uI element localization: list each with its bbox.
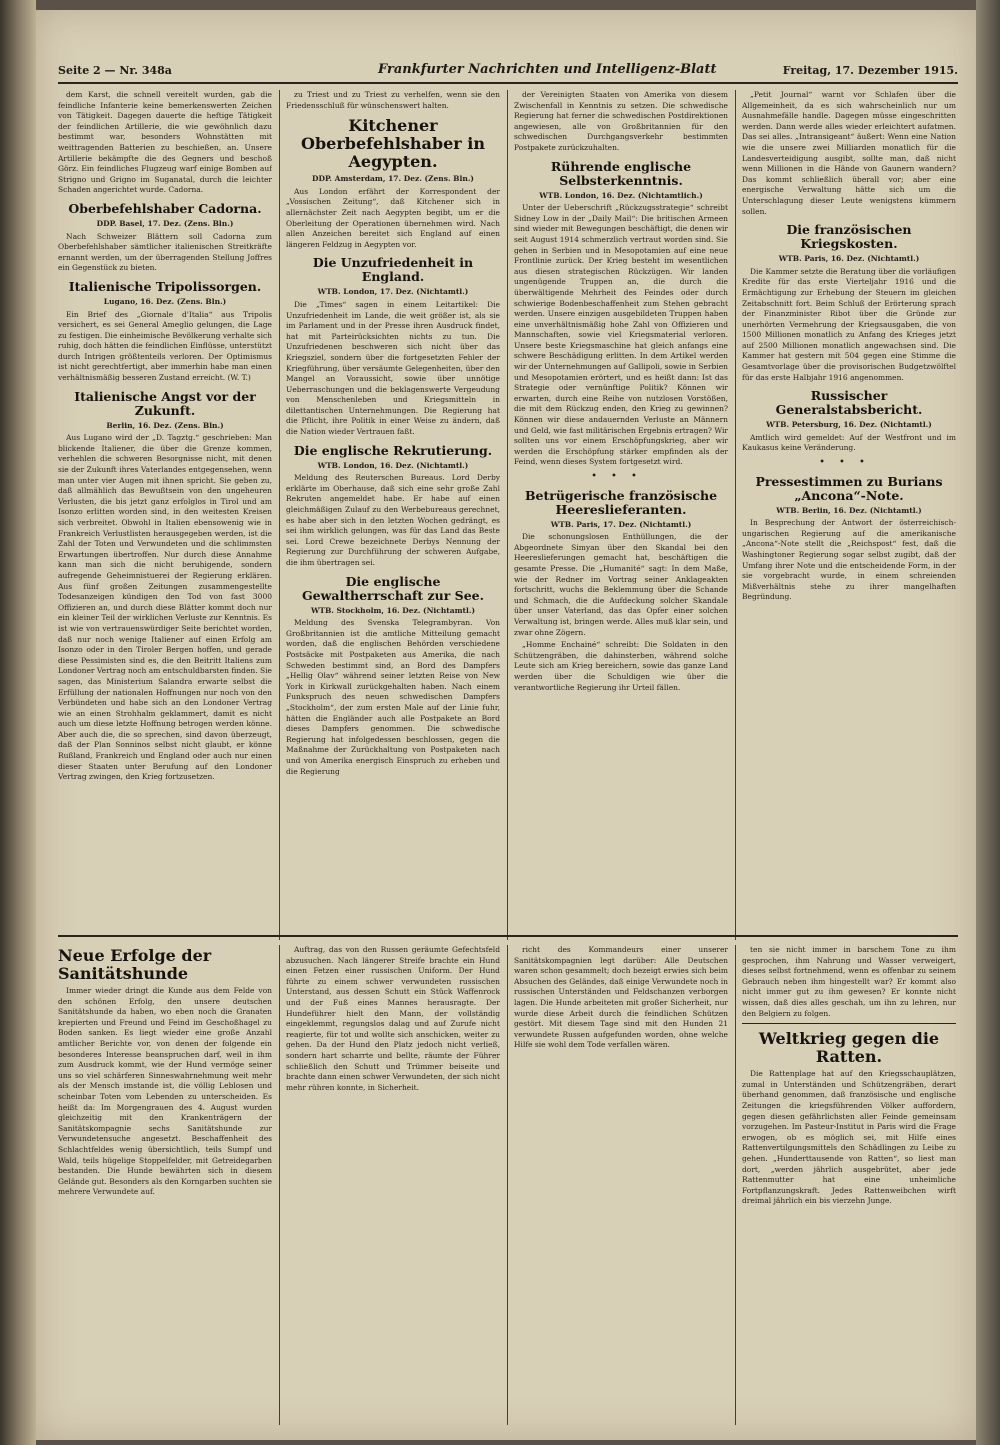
col3-article2-title: Betrügerische französische Heereslieferanten. [524, 487, 718, 517]
masthead [58, 60, 958, 84]
col2-article4-title: Die englische Gewaltherrschaft zur See. [302, 573, 484, 603]
feature-title: Neue Erfolge der Sanitätshunde [58, 946, 212, 983]
section-divider [58, 935, 958, 937]
lower-column-3 [514, 945, 728, 1425]
col2-article1-dateline: DDP. Amsterdam, 17. Dez. (Zens. Bln.) [312, 174, 474, 184]
lower-col4-body-b: Die Rattenplage hat auf den Kriegsschauplätzen, zumal in Unterständen und Schützengräben, derart überhand genommen, daß französische und englische Zeitungen die kriegsführenden Völker auffordern, gegen diesen gefährlichsten aller Feinde gemeinsam vorzugehen. Im Pasteur-Institut in Paris wird die Frage erwogen, ob es möglich sei, mit Hilfe eines Rattenvertilgungsmittels den Schädlingen zu Leibe zu gehen. „Hunderttausende von Ratten“, so liest man dort, „werden jährlich ausgebrütet, aber jede Rattenmutter hat eine unheimliche Fortpflanzungskraft. Jedes Rattenweibchen wirft dreimal jährlich ein bis vierzehn Junge. [742, 1069, 956, 1206]
section-separator: ••• [819, 457, 879, 469]
col3-article2-dateline: WTB. Paris, 17. Dez. (Nichtamtl.) [550, 519, 692, 529]
col1-article3-dateline: Berlin, 16. Dez. (Zens. Bln.) [106, 420, 224, 430]
column-3 [514, 90, 728, 940]
col1-article1-body: Nach Schweizer Blättern soll Cadorna zum Oberbefehlshaber sämtlicher italienischen Streitkräfte ernannt werden, um der überragenden Stellung Joffres ein Gegenstück zu bieten. [58, 231, 272, 273]
col4-article2-body: Amtlich wird gemeldet: Auf der Westfront und im Kaukasus keine Veränderung. [742, 432, 956, 453]
col2-article1-title: Kitchener Oberbefehlshaber in Aegypten. [301, 116, 485, 172]
col3-intro: der Vereinigten Staaten von Amerika von diesem Zwischenfall in Kenntnis zu setzen. Die schwedische Regierung hat ferner die schwedischen Postdirektionen angewiesen, alle von Großbritannien für den schwedischen Durchgangsverkehr bestimmten Postpakete zurückzuhalten. [514, 90, 728, 152]
col3-article2-body: Die schonungslosen Enthüllungen, die der Abgeordnete Simyan über den Skandal bei den Heereslieferungen gemacht hat, beschäftigen die gesamte Presse. Die „Humanité“ sagt: In dem Maße, wie der Redner im Vortrag seiner Anklageakten fortschritt, wuchs die Beklemmung über die Schande und Schmach, die die Aufdeckung solcher Skandale über unser Vaterland, das das Opfer einer solchen Verwaltung ist, bringen werde. Alles muß klar sein, und zwar ohne Zögern. [514, 532, 728, 637]
lower-col3-body: richt des Kommandeurs einer unserer Sanitätskompagnien legt darüber: Alle Deutschen waren schon gesammelt; doch bezeigt erwies sich beim Absuchen des Geländes, daß einige Verwundete noch in russischen Unterständen und Feldschanzen verborgen lagen. Die Hunde arbeiteten mit großer Sicherheit, nur wurde diese Arbeit durch die feindlichen Schützen gestört. Mit diesem Tage sind mit den Hunden 21 verwundete Russen aufgefunden worden, ohne welche Hilfe sie wohl dem Tode verfallen wären. [514, 945, 728, 1050]
col4-intro: „Petit Journal“ warnt vor Schlafen über die Allgemeinheit, da es sich wahrscheinlich nur um Ausnahmefälle handle. Dagegen müsse eingeschritten werden. Dann werde alles wieder erleichtert aufatmen. Das sei alles. „Intransigeant“ äußert: Wenn eine Nation wie die unsere zwei Milliarden monatlich für die Landesverteidigung ausgibt, sollte man, daß nicht wenn Millionen in die Hände von Gaunern wandern? Das kommt schließlich überall vor; aber eine energische Verwaltung hätte sich um die Unterschlagung dieser Leute wenigstens kümmern sollen. [742, 90, 956, 216]
col2-article3-title: Die englische Rekrutierung. [293, 442, 493, 458]
col2-article2-title: Die Unzufriedenheit in England. [312, 255, 474, 285]
lower-column-4 [742, 945, 956, 1425]
col3-article1-title: Rührende englische Selbsterkenntnis. [550, 158, 692, 188]
lower-col1-body: Immer wieder dringt die Kunde aus dem Felde von den schönen Erfolg, den unsere deutschen Sanitätshunde da haben, wo eben noch die Granaten krepierten und Freund und Feind im Geschoßhagel zu Boden sanken. Es liegt wieder eine große Anzahl amtlicher Berichte vor, von denen der folgende ein besonderes Interesse beanspruchen darf, weil in ihm zum Ausdruck kommt, wie der Hund vermöge seiner uns so viel schärferen Sinneswahrnehmung weit mehr als der Mensch imstande ist, die völlig Leblosen und scheinbar Toten vom Lebenden zu unterscheiden. Es heißt da: Im Morgengrauen des 4. August wurden gleichzeitig mit den Krankenträgern der Sanitätskompagnie sechs Sanitätshunde zur Verwundetensuche angesetzt. Beschaffenheit des Schlachtfeldes wenig übersichtlich, teils Sumpf und Wald, teils hügelige Stoppelfelder, mit Getreidegarben bestanden. Die Hunde bewährten sich in diesem Gelände gut. Besonders als den Korngarben suchten sie mehrere Verwundete auf. [58, 986, 272, 1197]
col1-article1-dateline: DDP. Basel, 17. Dez. (Zens. Bln.) [96, 218, 234, 228]
col4-article1-title: Die französischen Kriegskosten. [786, 222, 912, 252]
col1-article1-title: Oberbefehlshaber Cadorna. [68, 200, 262, 216]
col1-article3-body: Aus Lugano wird der „D. Tagztg.“ geschrieben: Man blickende Italiener, die über die Grenze kommen, verhehlen die schweren Besorgnisse nicht, mit denen sie der Zukunft ihres Vaterlandes entgegensehen, wenn man unter vier Augen mit ihnen spricht. Sie geben zu, daß allmählich das Bewußtsein von den ungeheuren Verlusten, die bis jetzt ganz erfolglos in Tirol und am Isonzo erlitten worden sind, in den weitesten Kreisen sich verbreitet. Obwohl in Italien ebensowenig wie in Frankreich Verlustlisten herausgegeben werden, ist die Zahl der Toten und Verwundeten und die schlimmsten Erwartungen übertroffen. Nur durch diese Annahme kann man sich die nicht beruhigende, sondern aufregende Geheimnistuerei der Regierung erklären. Aus fünf großen Zeitungen zusammengestellte Todesanzeigen kündigen den Tod von fast 3000 Offizieren an, und durch diese Blätter kommt doch nur ein kleiner Teil der wirklichen Verluste zur Kenntnis. Es ist wie von vertrauenswürdiger Seite berichtet worden, daß nur noch wenige Italiener auf einen Erfolg am Isonzo oder in den Tiroler Bergen hoffen, und gerade diese Pessimisten sind es, die den Beitritt Italiens zum Londoner Vertrag noch am entschuldbarsten finden. Sie sagen, das Ministerium Salandra erwarte selbst die Erfüllung der nationalen Hoffnungen nur noch von den Verbündeten und habe sich an den Londoner Vertrag wie an einen Strohhalm geklammert, damit es nicht auch um diese letzte Hoffnung betrogen werden könne. Aber auch die, die so sprechen, sind davon überzeugt, daß der Plan Sonninos selbst nicht glaubt, er könne Rußland, Frankreich und England oder auch nur einen dieser Staaten unter Berufung auf den Londoner Vertrag zwingen, den Krieg fortzusetzen. [58, 433, 272, 782]
lower-col4-body-a: ten sie nicht immer in barschem Tone zu ihm gesprochen, ihm Nahrung und Wasser verweigert, dieses selbst fortnehmend, wenn es offenbar zu seinem Gebrauch neben ihm hingestellt war? Er kommt also nicht immer gut zu ihm gewesen? Er konnte nicht wissen, daß dies alles geschah, um ihn zu lehren, nur den Belgiern zu folgen. [742, 945, 956, 1018]
col2-article2-dateline: WTB. London, 17. Dez. (Nichtamtl.) [317, 287, 469, 297]
col4-article3-dateline: WTB. Berlin, 16. Dez. (Nichtamtl.) [776, 505, 922, 515]
column-rule [507, 945, 508, 1425]
col4-article1-dateline: WTB. Paris, 16. Dez. (Nichtamtl.) [778, 254, 920, 264]
col4-article3-body: In Besprechung der Antwort der österreichisch-ungarischen Regierung auf die amerikanische „Ancona“-Note stellt die „Reichspost“ fest, daß die Washingtoner Regierung sogar selbst zugibt, daß der Umfang ihrer Note und die entscheidende Form, in der sie vorgebracht wurde, in einem schreienden Mißverhältnis stehe zu ihrer mangelhaften Begründung. [742, 518, 956, 602]
col2-article3-body: Meldung des Reuterschen Bureaus. Lord Derby erklärte im Oberhause, daß sich eine sehr große Zahl Rekruten angemeldet habe. Er habe auf einen gleichmäßigen Zulauf zu den Werbebureaus gerechnet, es habe aber sich in den letzten Wochen gedrängt, es sei ihm wirklich gelungen, was für das Land das Beste sei. Lord Crewe bezeichnete Derbys Nennung der Regierung zur Durchführung der schweren Aufgabe, die ihm übertragen sei. [286, 473, 500, 567]
page-label: Seite 2 — Nr. 348a [58, 64, 172, 77]
section-separator: ••• [591, 471, 651, 482]
col2-article4-dateline: WTB. Stockholm, 16. Dez. (Nichtamtl.) [310, 605, 476, 615]
box-title: Weltkrieg gegen die Ratten. [758, 1029, 940, 1067]
col3-article1-dateline: WTB. London, 16. Dez. (Nichtamtlich.) [539, 190, 703, 200]
box-rule [742, 1023, 956, 1024]
column-rule [735, 90, 736, 940]
col1-intro: dem Karst, die schnell vereitelt wurden, gab die feindliche Infanterie keine bemerkenswerten Zeichen von Tätigkeit. Dagegen dauerte die heftige Tätigkeit der feindlichen Artillerie, die wie gewöhnlich dazu bestimmt war, besonders Wohnstätten mit weittragenden Batterien zu beschießen, an. Unsere Artillerie bekämpfte die des Gegners und beschoß Görz. Ein feindliches Flugzeug warf einige Bomben auf Strigno und Grigno im Suganatal, durch die leichter Schaden angerichtet wurde. Cadorna. [58, 90, 272, 195]
col4-article2-dateline: WTB. Petersburg, 16. Dez. (Nichtamtl.) [766, 420, 932, 430]
col2-article1-body: Aus London erfährt der Korrespondent der „Vossischen Zeitung“, daß Kitchener sich in allernächster Zeit nach Aegypten begibt, um er die Oberleitung der Operationen übernehmen wird. Nach allen Anzeichen bereitet sich England auf einen längeren Feldzug in Aegypten vor. [286, 186, 500, 249]
col1-article3-title: Italienische Angst vor der Zukunft. [74, 388, 256, 418]
col2-article4-body: Meldung des Svenska Telegrambyran. Von Großbritannien ist die amtliche Mitteilung gemacht worden, daß die englischen Behörden verschiedene Postsäcke mit Postpaketen aus Amerika, die nach Schweden bestimmt sind, an Bord des Dampfers „Hellig Olav“ während seiner letzten Reise von New York in Kirkwall zurückgehalten haben. Nach einem Funkspruch des neuen schwedischen Dampfers „Stockholm“, der zum ersten Male auf der Linie fuhr, hätten die Engländer auch alle Postpakete an Bord dieses Dampfers genommen. Die schwedische Regierung hat infolgedessen beschlossen, gegen die Maßnahme der Zurückhaltung von Postpaketen nach und von Amerika energisch Einspruch zu erheben und die Regierung [286, 618, 500, 776]
issue-date: Freitag, 17. Dezember 1915. [782, 64, 958, 77]
col1-article2-dateline: Lugano, 16. Dez. (Zens. Bln.) [103, 296, 227, 306]
column-rule [507, 90, 508, 940]
newspaper-page [36, 10, 976, 1440]
col4-article1-body: Die Kammer setzte die Beratung über die vorläufigen Kredite für das erste Vierteljahr 1916 und die Ermächtigung zur Erhebung der Steuern im gleichen Zeitabschnitt fort. Beim Schluß der Erörterung sprach der Finanzminister Ribot über die Gründe zur unerhörten Vermehrung der Kriegsausgaben, die von 1500 Millionen monatlich zu Anfang des Krieges jetzt auf 2500 Millionen monatlich angewachsen sind. Die Kammer hat gestern mit 504 gegen eine Stimme die Gesamtvorlage über die provisorischen Budgetzwölftel für das erste Halbjahr 1916 angenommen. [742, 266, 956, 382]
col1-article2-title: Italienische Tripolissorgen. [68, 278, 262, 294]
paper-title: Frankfurter Nachrichten und Intelligenz-Blatt [378, 62, 717, 77]
page-right-edge [976, 0, 1000, 1445]
lower-column-2 [286, 945, 500, 1425]
col3-article1-body: Unter der Ueberschrift „Rückzugsstrategie“ schreibt Sidney Low in der „Daily Mail“: Die britischen Armeen sind wieder mit Bewegungen beschäftigt, die denen wir seit August 1914 schmerzlich vertraut worden sind. Sie gehen in Serbien und in Mesopotamien auf eine neue Frontlinie zurück. Der Krieg besteht im wesentlichen aus diesen strategischen Rückzügen. Wir landen ungenügende Truppen an, die durch die überwältigende Mehrheit des Feindes oder durch schwierige Bodenbeschaffenheit zum Stehen gebracht werden. Unsere einzigen ausgebildeten Truppen haben eine unverhältnismäßig hohe Zahl von Offizieren und Mannschaften, sowie viel Kriegsmaterial verloren. Unsere beste Kriegsmaschine hat gleich anfangs eine schwere Beschädigung erlitten. In dem Artikel werden wir der Unternehmungen auf Gallipoli, sowie in Serbien und Mesopotamien erörtert, und es heißt dann: Ist das Strategie oder vernünftige Politik? Können wir erwarten, durch eine Reihe von nutzlosen Vorstößen, die mit dem Rückzug enden, den Krieg zu gewinnen? Können wir diese andauernden Verluste an Männern und Geld, wie fast militärischen Ergebnis ertragen? Wir sollten uns vor einem Erschöpfungskrieg, aber wir werden die Erschöpfung stärker empfinden als der Feind, wenn dieses System fortgesetzt wird. [514, 203, 728, 467]
col4-article2-title: Russischer Generalstabsbericht. [775, 388, 923, 418]
column-1 [58, 90, 272, 940]
lower-column-1 [58, 945, 272, 1425]
col1-article2-body: Ein Brief des „Giornale d'Italia“ aus Tripolis versichert, es sei General Ameglio gelungen, die Lage zu festigen. Die einheimische Bevölkerung verhalte sich ruhig, doch hätten die feindlichen Einflüsse, unterstützt durch Intrigen größtenteils verloren. Der Optimismus ist nicht gerechtfertigt, aber immerhin habe man einen verhältnismäßig besseren Zustand erreicht. (W. T.) [58, 309, 272, 383]
col4-article3-title: Pressestimmen zu Burians „Ancona“-Note. [755, 473, 943, 503]
column-rule [279, 90, 280, 940]
col2-article3-dateline: WTB. London, 16. Dez. (Nichtamtl.) [317, 460, 469, 470]
col2-article2-body: Die „Times“ sagen in einem Leitartikel: Die Unzufriedenheit im Lande, die weit größer ist, als sie im Parlament und in der Presse ihren Ausdruck findet, hat mit Parteirücksichten nichts zu tun. Die Unzufriedenen beschweren sich nicht über das Kriegsziel, sondern über die fortgesetzten Fehler der Kriegführung, über versäumte Gelegenheiten, über den Mangel an Voraussicht, sowie über unnötige Ueberraschungen und die beklagenswerte Vergeudung von Menschenleben und Kriegsmitteln in dilettantischen Unternehmungen. Die Regierung hat die Pflicht, ihre Politik in einer Weise zu ändern, daß die Nation wieder Vertrauen faßt. [286, 299, 500, 437]
column-2 [286, 90, 500, 940]
binding-edge [0, 0, 36, 1445]
col2-intro: zu Triest und zu Triest zu verhelfen, wenn sie den Friedensschluß für wünschenswert halten. [286, 90, 500, 110]
column-4 [742, 90, 956, 940]
column-rule [735, 945, 736, 1425]
lower-col2-body: Auftrag, das von den Russen geräumte Gefechtsfeld abzusuchen. Nach längerer Streife brachte ein Hund einen Fetzen einer russischen Uniform. Der Hund führte zu einem schwer verwundeten russischen Unterstand, aus dessen Schutt ein Stück Waffenrock und der Fuß eines Mannes herausragte. Der Hundeführer hielt den Mann, der vollständig eingeklemmt, regungslos dalag und auf Zurufe nicht reagierte, für tot und wollte sich anschicken, weiter zu gehen. Da der Hund den Platz jedoch nicht verließ, sondern hart scharrte und bellte, räumte der Führer schließlich den Schutt und Trümmer beiseite und brachte dann einen schwer Verwundeten, der sich nicht mehr rühren konnte, in Sicherheit. [286, 945, 500, 1092]
col3-article3-body: „Homme Enchainé“ schreibt: Die Soldaten in den Schützengräben, die dahinsterben, während solche Leute sich am Krieg bereichern, sowie das ganze Land werden über die Schuldigen wie über die verantwortliche Regierung ihr Urteil fällen. [514, 640, 728, 692]
column-rule [279, 945, 280, 1425]
